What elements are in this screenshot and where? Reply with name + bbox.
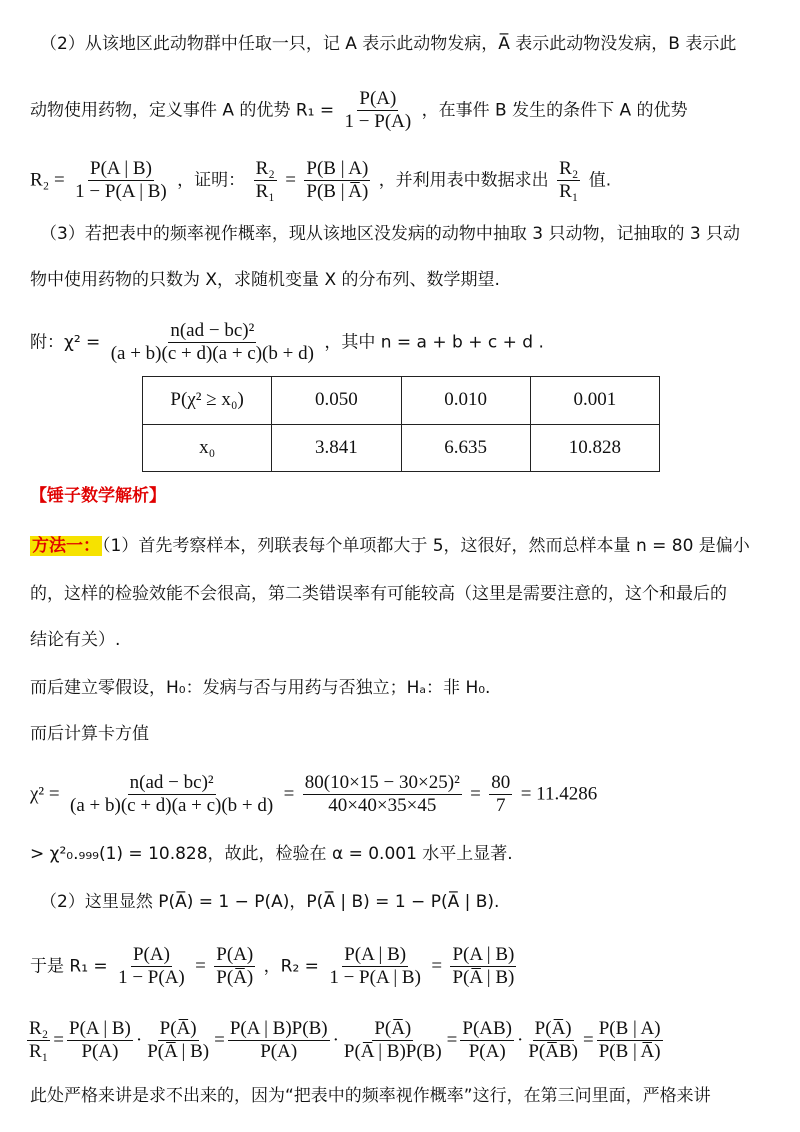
r2-fraction xyxy=(73,158,169,203)
chi-result: = 11.4286 xyxy=(520,783,598,805)
r1-fraction xyxy=(343,88,414,133)
d1-num: R₂ xyxy=(29,1018,49,1039)
d5-fraction xyxy=(342,1018,444,1063)
final-line: 此处严格来讲是求不出来的，因为“把表中的频率视作概率”这行，在第三问里面，严格来讲 xyxy=(30,1086,711,1106)
r2a-fraction xyxy=(327,944,423,989)
ratio-fraction-2 xyxy=(557,158,580,203)
r2-lhs: ，R₂ = xyxy=(263,956,319,977)
ratio-denominator: R₁ xyxy=(255,181,275,202)
d1-den: R₁ xyxy=(29,1041,49,1062)
ratio-derivation: $\frac{\text{R₂}}{\text{R₁}}$ = $\frac{P(A | B)}{P(A)}$ · $\frac{P(A̅)}{P(A̅ | B)}$ = $\frac{P(A | B)P(B)}{P(A)}$ · $\frac{P(A̅)}{P(A̅ | B)P(B)}$ = $\frac{P(AB)}{P(A)}$ · $\frac{P(A̅)}{P(A̅B)}$ = $\frac{P(B | A)}{P(B | A̅)}$ xyxy=(29,1018,661,1062)
chi-lhs: χ² = xyxy=(30,783,60,805)
d6-num: P(AB) xyxy=(462,1018,513,1039)
tail-text: ，并利用表中数据求出 xyxy=(378,170,549,191)
method-label: 方法一： xyxy=(32,536,100,556)
d7-fraction xyxy=(526,1018,580,1063)
q2-odds-text: 动物使用药物，定义事件 A 的优势 R₁ = xyxy=(30,100,335,121)
d6-den: P(A) xyxy=(468,1041,506,1062)
d3-den: P(A̅ | B) xyxy=(147,1041,210,1062)
q2-line-1: （2）从该地区此动物群中任取一只，记 A 表示此动物发病，A̅ 表示此动物没发病，B 表示此 xyxy=(40,34,737,54)
table-cell: 3.841 xyxy=(272,424,401,472)
pb-denominator: P(B | A̅) xyxy=(306,181,369,202)
chi-frac-3-den: 7 xyxy=(496,795,506,816)
r2a-den: 1 − P(A | B) xyxy=(329,967,421,988)
analysis-title: 【锤子数学解析】 xyxy=(30,486,166,506)
r2-denominator: 1 − P(A | B) xyxy=(75,181,167,202)
r1a-den: 1 − P(A) xyxy=(118,967,185,988)
method-line-1 xyxy=(30,534,776,558)
method-text: （1）首先考察样本，列联表每个单项都大于 5，这很好，然而总样本量 n = 80 是偏小 xyxy=(102,536,750,556)
table-cell: x₀ xyxy=(143,424,272,472)
prove-text: ，证明： xyxy=(177,170,246,191)
part2-line-1: （2）这里显然 P(A̅) = 1 − P(A)，P(A̅ | B) = 1 − P(A̅ | B). xyxy=(40,892,500,912)
value-word: 值. xyxy=(588,170,612,191)
d7-num: P(A̅) xyxy=(534,1018,572,1039)
d4-num: P(A | B)P(B) xyxy=(229,1018,328,1039)
chi-frac-2-num: 80(10×15 − 30×25)² xyxy=(304,772,460,793)
r2b-num: P(A | B) xyxy=(452,944,515,965)
table-cell: P(χ² ≥ x₀) xyxy=(143,377,272,425)
d4-fraction xyxy=(228,1018,330,1063)
ratio-fraction xyxy=(254,158,277,203)
table-cell: 0.001 xyxy=(530,377,659,425)
ratio-numerator-2: R₂ xyxy=(559,158,579,179)
equals-sign: = xyxy=(285,169,296,191)
r2-label: R₂ = xyxy=(30,169,65,191)
table-row xyxy=(143,377,660,425)
appendix-line xyxy=(30,320,776,365)
r1b-den: P(A̅) xyxy=(216,967,254,988)
d5-num: P(A̅) xyxy=(374,1018,412,1039)
r1-denominator: 1 − P(A) xyxy=(344,111,412,132)
r1a-num: P(A) xyxy=(132,944,170,965)
d2-num: P(A | B) xyxy=(69,1018,131,1039)
appendix-where: ，其中 n = a + b + c + d . xyxy=(324,332,544,353)
d6-fraction xyxy=(460,1018,514,1063)
chi-formula-numerator: n(ad − bc)² xyxy=(170,320,255,341)
chi-intro: 而后计算卡方值 xyxy=(30,724,149,744)
d3-num: P(A̅) xyxy=(159,1018,197,1039)
q2-condition-text: ，在事件 B 发生的条件下 A 的优势 xyxy=(421,100,688,121)
table-row xyxy=(143,424,660,472)
table-cell: 10.828 xyxy=(530,424,659,472)
chi-frac-1-den: (a + b)(c + d)(a + c)(b + d) xyxy=(70,795,274,816)
d8-den: P(B | A̅) xyxy=(598,1041,661,1062)
chi-frac-2 xyxy=(303,772,462,817)
critical-value-table xyxy=(142,376,660,472)
r2a-num: P(A | B) xyxy=(344,944,407,965)
r2b-den: P(A̅ | B) xyxy=(452,967,515,988)
r2b-fraction xyxy=(450,944,516,989)
d4-den: P(A) xyxy=(260,1041,298,1062)
significance-line: > χ²₀.₉₉₉(1) = 10.828，故此，检验在 α = 0.001 水平上显著. xyxy=(30,844,513,864)
d8-num: P(B | A) xyxy=(598,1018,661,1039)
method-line-3: 结论有关）. xyxy=(30,630,121,650)
ratio-numerator: R₂ xyxy=(255,158,275,179)
chi-square-formula xyxy=(109,320,316,365)
r1a-fraction xyxy=(116,944,187,989)
table-cell: 6.635 xyxy=(401,424,530,472)
chi-frac-3-num: 80 xyxy=(491,772,511,793)
d2-den: P(A) xyxy=(81,1041,119,1062)
q3-line-1: （3）若把表中的频率视作概率，现从该地区没发病的动物中抽取 3 只动物，记抽取的 3 只动 xyxy=(40,224,741,244)
d3-fraction xyxy=(145,1018,211,1063)
q2-line-2 xyxy=(30,88,776,133)
appendix-label: 附：χ² = xyxy=(30,332,101,353)
ratio-denominator-2: R₁ xyxy=(559,181,579,202)
d8-fraction xyxy=(597,1018,663,1063)
chi-frac-1 xyxy=(68,772,275,817)
r1-lhs: 于是 R₁ = xyxy=(30,956,108,977)
method-line-2: 的，这样的检验效能不会很高，第二类错误率有可能较高（这里是需要注意的，这个和最后的 xyxy=(30,584,727,604)
d1-fraction xyxy=(27,1018,50,1063)
d2-fraction xyxy=(67,1018,133,1063)
odds-derivation: 于是 R₁ = $\frac{P(A)}{1 - P(A)}$ = $\frac{P(A)}{P(A̅)}$ ，R₂ = $\frac{P(A | B)}{1 - P(A | B)}$ = $\frac{P(A | B)}{P(A̅ | B)}$ xyxy=(30,944,515,988)
chi-frac-3 xyxy=(489,772,512,817)
pb-fraction xyxy=(304,158,370,203)
table-cell: 0.010 xyxy=(401,377,530,425)
q2-line-3 xyxy=(30,158,776,203)
d5-den: P(A̅ | B)P(B) xyxy=(343,1041,442,1062)
r1b-num: P(A) xyxy=(216,944,254,965)
d7-den: P(A̅B) xyxy=(528,1041,578,1062)
chi-formula-denominator: (a + b)(c + d)(a + c)(b + d) xyxy=(110,343,314,364)
hypothesis-line: 而后建立零假设，H₀：发病与否与用药与否独立；Hₐ：非 H₀. xyxy=(30,678,491,698)
r2-numerator: P(A | B) xyxy=(90,158,152,179)
r1b-fraction xyxy=(214,944,255,989)
chi-frac-2-den: 40×40×35×45 xyxy=(328,795,437,816)
q3-line-2: 物中使用药物的只数为 X，求随机变量 X 的分布列、数学期望. xyxy=(30,270,500,290)
chi-calculation: χ² = $\frac{\text{n(ad − bc)²}}{(a + b)(c + d)(a + c)(b + d)}$ = $\frac{\text{80(10×15 − 30×25)²}}{40\times 40\times 35\times 45}$ = $\frac{80}{7}$ = 11.4286 xyxy=(30,772,598,816)
pb-numerator: P(B | A) xyxy=(306,158,369,179)
table-cell: 0.050 xyxy=(272,377,401,425)
chi-frac-1-num: n(ad − bc)² xyxy=(129,772,214,793)
r1-numerator: P(A) xyxy=(359,88,397,109)
